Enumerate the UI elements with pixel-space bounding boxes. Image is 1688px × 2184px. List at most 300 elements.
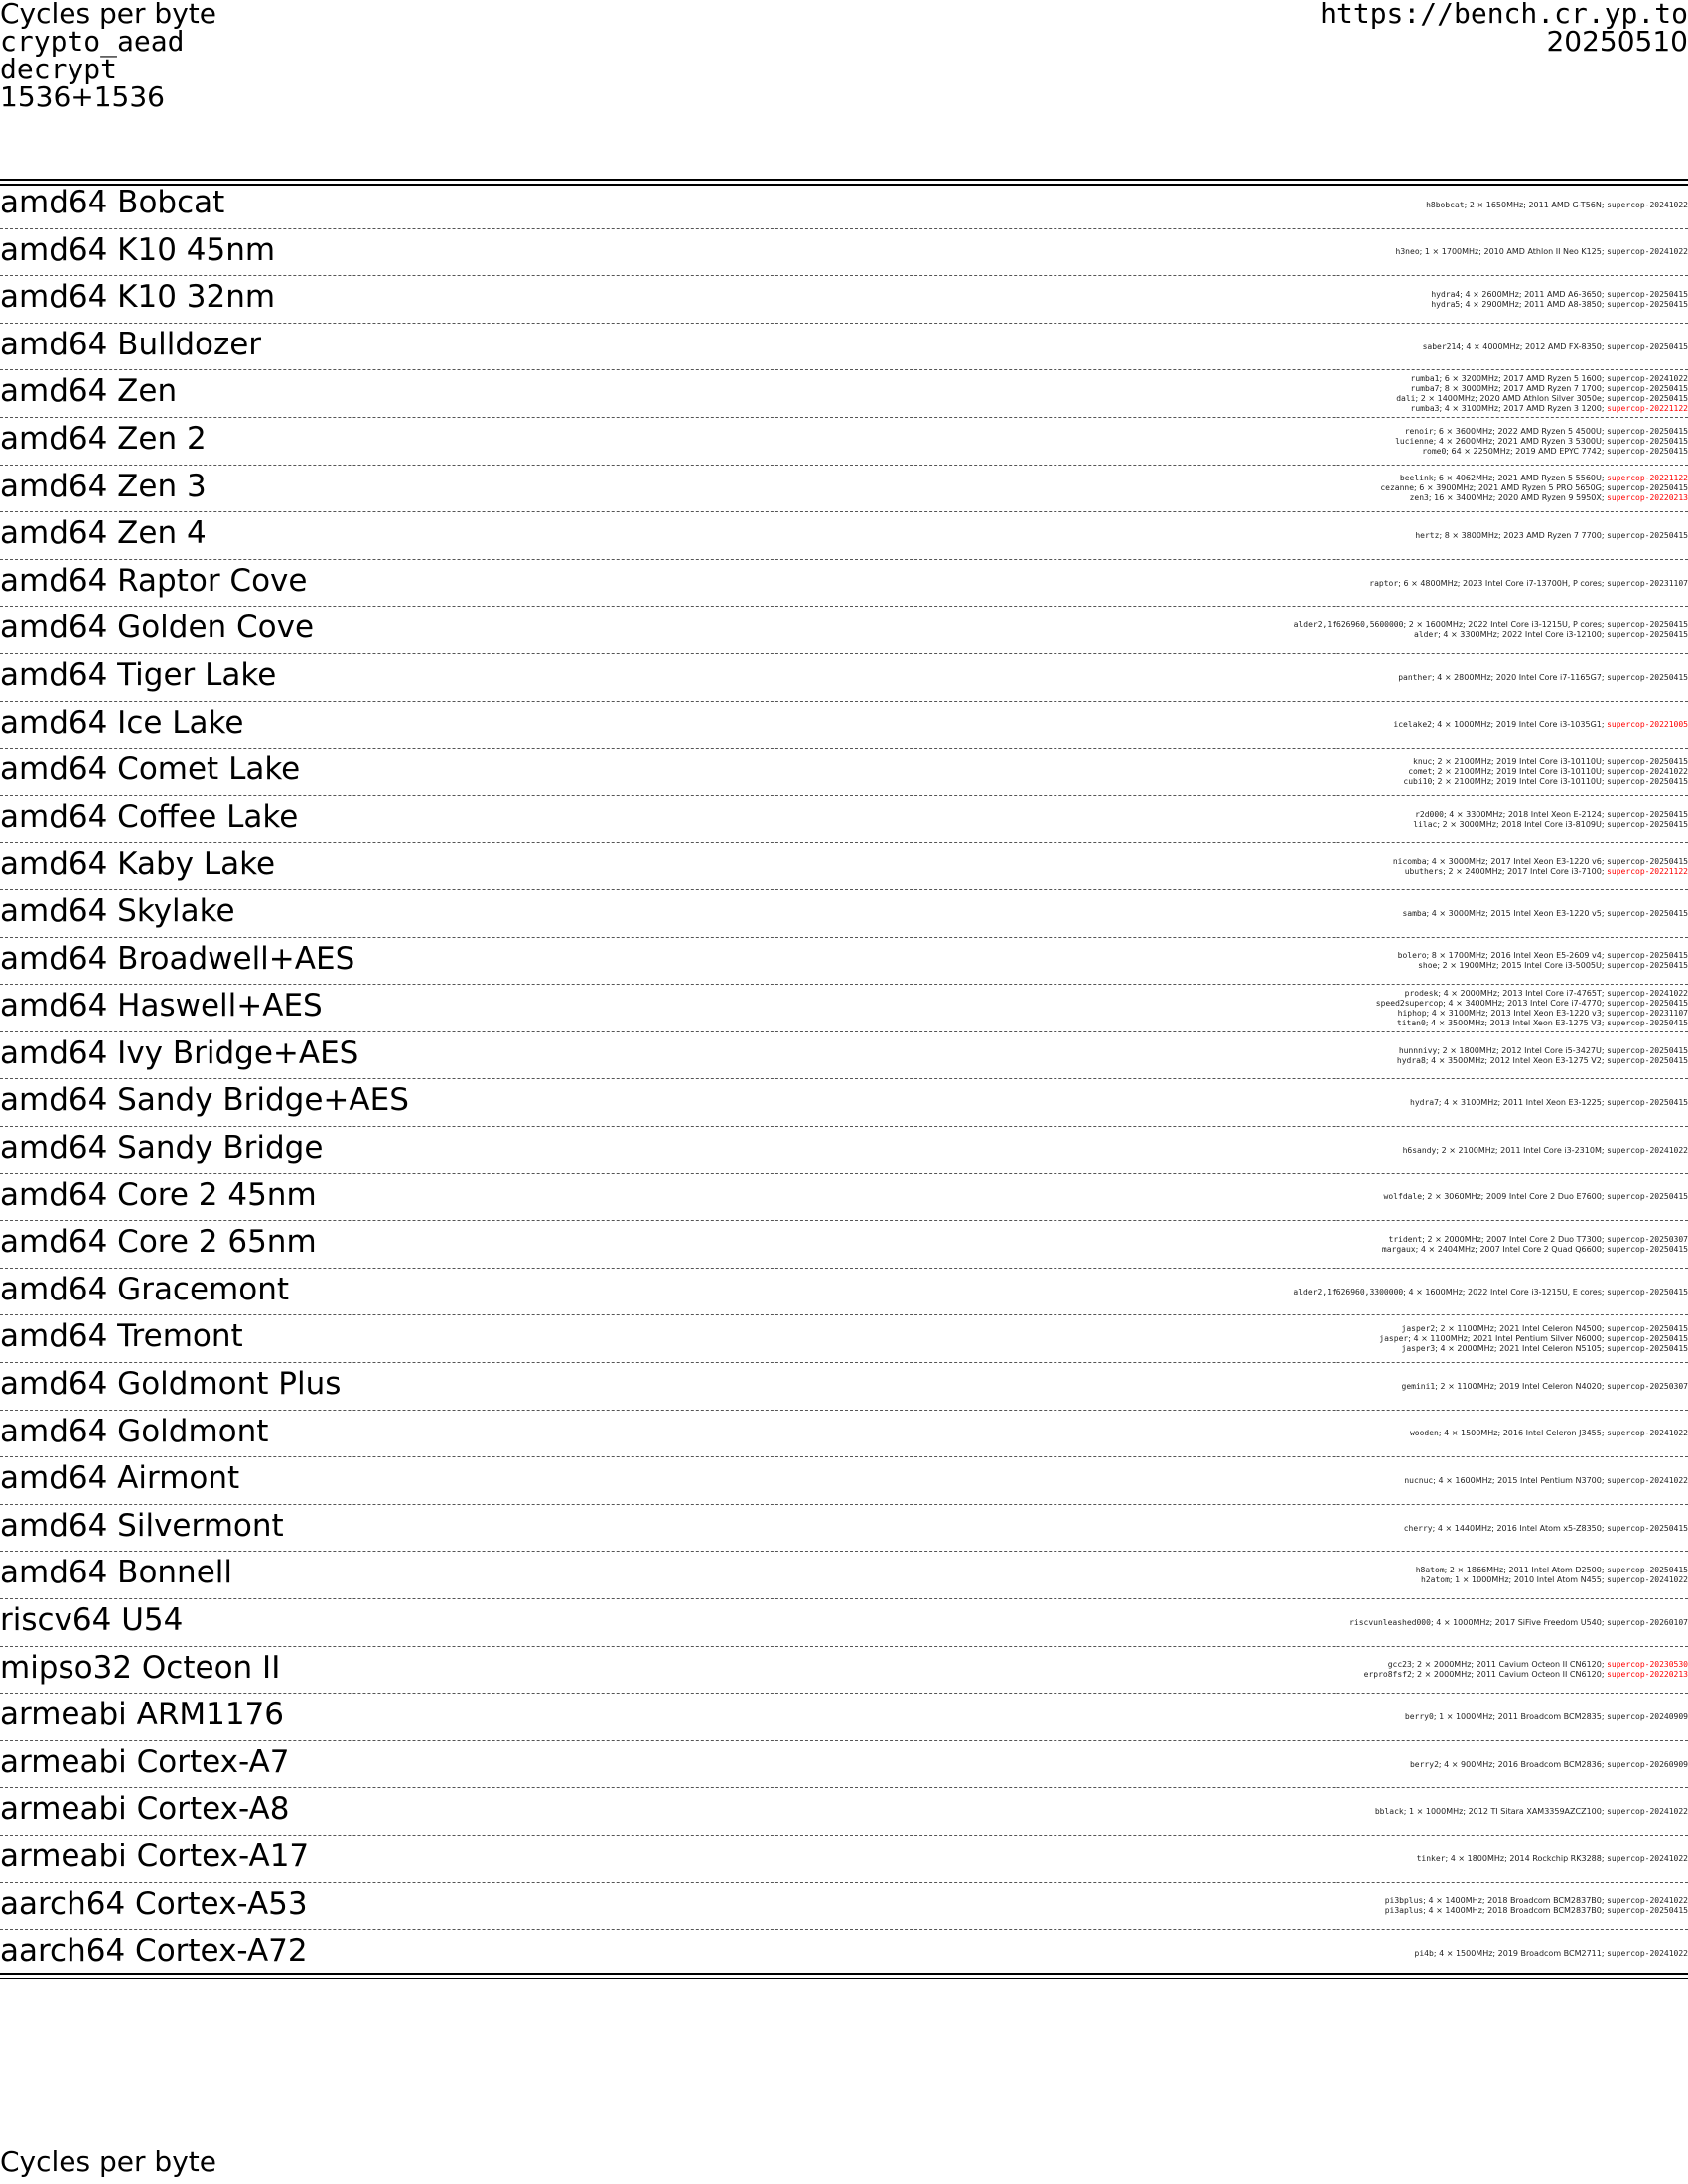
machine-list — [1384, 1174, 1688, 1222]
machine-list — [1404, 1457, 1688, 1505]
machine-description: 4 × 1800MHz; 2014 Rockchip RK3288 — [1450, 1853, 1602, 1863]
machine-host: rumba7 — [1410, 384, 1440, 394]
machine-host: lucienne — [1395, 436, 1434, 446]
supercop-version: supercop-20250415 — [1607, 436, 1688, 446]
separator: ; — [1435, 1344, 1441, 1354]
separator: ; — [1425, 1018, 1432, 1027]
microarchitecture-label: amd64 Zen 3 — [0, 468, 207, 504]
machine-description: 4 × 2000MHz; 2021 Intel Celeron N5105 — [1440, 1344, 1602, 1354]
separator: ; — [1431, 672, 1438, 682]
separator: ; — [1601, 374, 1608, 384]
separator: ; — [1439, 404, 1445, 414]
machine-host: bblack — [1374, 1807, 1404, 1817]
separator: ; — [1601, 1896, 1608, 1906]
separator: ; — [1601, 1948, 1608, 1958]
machine-list — [1364, 1647, 1688, 1695]
machine-host: cezanne — [1380, 483, 1415, 493]
supercop-version: supercop-20250415 — [1607, 426, 1688, 436]
machine-host: nicomba — [1392, 857, 1427, 867]
separator: ; — [1601, 1711, 1608, 1721]
separator: ; — [1601, 961, 1608, 971]
machine-host: cherry — [1403, 1523, 1433, 1533]
supercop-version: supercop-20240909 — [1607, 1711, 1688, 1721]
supercop-version: supercop-20250415 — [1607, 384, 1688, 394]
supercop-version: supercop-20231107 — [1607, 1008, 1688, 1018]
machine-entry[interactable] — [1431, 300, 1688, 310]
separator: ; — [1461, 341, 1467, 351]
microarchitecture-label: amd64 Ivy Bridge+AES — [0, 1034, 359, 1071]
machine-entry[interactable] — [1393, 857, 1688, 867]
machine-description: 2 × 2000MHz; 2011 Cavium Octeon II CN6120 — [1417, 1670, 1602, 1680]
machine-description: 4 × 3100MHz; 2011 Intel Xeon E3-1225 — [1444, 1098, 1602, 1108]
machine-entry[interactable] — [1405, 1712, 1688, 1722]
machine-entry[interactable] — [1400, 474, 1688, 483]
machine-entry[interactable] — [1293, 1288, 1688, 1297]
machine-description: 2 × 1400MHz; 2020 AMD Athlon Silver 3050e — [1420, 394, 1602, 404]
machine-host: gemini1 — [1401, 1381, 1436, 1391]
machine-description: 4 × 1600MHz; 2015 Intel Pentium N3700 — [1438, 1475, 1602, 1485]
machine-host: pi4b — [1414, 1948, 1434, 1958]
separator: ; — [1426, 1008, 1432, 1018]
machine-entry[interactable] — [1397, 1056, 1688, 1066]
microarchitecture-label: armeabi Cortex-A7 — [0, 1743, 290, 1780]
microarchitecture-label: armeabi Cortex-A8 — [0, 1791, 290, 1828]
separator: ; — [1601, 1523, 1608, 1533]
machine-description: 4 × 2600MHz; 2011 AMD A6-3650 — [1465, 289, 1602, 299]
machine-entry[interactable] — [1379, 1334, 1688, 1344]
separator: ; — [1601, 1055, 1608, 1065]
machine-entry[interactable] — [1294, 620, 1688, 630]
table-top-rule — [0, 179, 1688, 181]
machine-host: panther — [1398, 672, 1432, 682]
machine-host: icelake2 — [1393, 720, 1432, 730]
microarchitecture-label: amd64 Core 2 45nm — [0, 1176, 317, 1213]
machine-description: 16 × 3400MHz; 2020 AMD Ryzen 9 5950X — [1434, 493, 1602, 503]
machine-entry[interactable] — [1375, 1807, 1688, 1817]
machine-entry[interactable] — [1431, 290, 1688, 300]
machine-entry[interactable] — [1396, 247, 1688, 257]
microarchitecture-label: aarch64 Cortex-A53 — [0, 1885, 308, 1922]
separator: ; — [1601, 1145, 1608, 1155]
machine-description: 4 × 3000MHz; 2015 Intel Xeon E3-1220 v5 — [1431, 908, 1602, 918]
machine-host: ubuthers — [1404, 867, 1444, 877]
machine-description: 8 × 3000MHz; 2017 AMD Ryzen 7 1700 — [1444, 384, 1602, 394]
machine-entry[interactable] — [1393, 720, 1688, 730]
machine-description: 4 × 3500MHz; 2012 Intel Xeon E3-1275 V2 — [1431, 1055, 1602, 1065]
machine-entry[interactable] — [1369, 579, 1688, 589]
microarchitecture-label: amd64 Tiger Lake — [0, 657, 277, 693]
microarchitecture-label: amd64 Tremont — [0, 1318, 243, 1355]
supercop-version: supercop-20250415 — [1607, 857, 1688, 867]
table-row — [0, 1647, 1688, 1695]
machine-host: pi3bplus — [1384, 1896, 1424, 1906]
separator: ; — [1436, 1145, 1442, 1155]
separator: ; — [1432, 766, 1438, 776]
machine-entry[interactable] — [1411, 384, 1688, 394]
machine-list — [1382, 1221, 1688, 1269]
supercop-version: supercop-20241022 — [1607, 1429, 1688, 1438]
separator: ; — [1446, 446, 1452, 456]
table-row — [0, 749, 1688, 796]
machine-entry[interactable] — [1398, 1009, 1688, 1019]
separator: ; — [1601, 1244, 1608, 1254]
machine-description: 2 × 1100MHz; 2019 Intel Celeron N4020 — [1440, 1381, 1602, 1391]
separator: ; — [1428, 493, 1435, 503]
machine-entry[interactable] — [1388, 1660, 1688, 1670]
machine-host: wolfdale — [1383, 1192, 1423, 1202]
machine-entry[interactable] — [1405, 427, 1688, 437]
separator: ; — [1601, 1287, 1608, 1297]
separator: ; — [1433, 1948, 1440, 1958]
machine-description: 4 × 1400MHz; 2018 Broadcom BCM2837B0 — [1428, 1906, 1602, 1916]
microarchitecture-label: armeabi ARM1176 — [0, 1697, 284, 1733]
machine-entry[interactable] — [1414, 630, 1688, 640]
separator: ; — [1438, 1098, 1445, 1108]
table-row — [0, 1457, 1688, 1505]
machine-host: erpro8fsf2 — [1363, 1670, 1412, 1680]
machine-description: 2 × 1866MHz; 2011 Intel Atom D2500 — [1449, 1566, 1602, 1575]
machine-description: 6 × 3900MHz; 2021 AMD Ryzen 5 PRO 5650G — [1419, 483, 1602, 493]
separator: ; — [1460, 289, 1466, 299]
machine-description: 1 × 1000MHz; 2010 Intel Atom N455 — [1455, 1575, 1602, 1585]
machine-entry[interactable] — [1410, 1760, 1688, 1770]
separator: ; — [1426, 857, 1432, 867]
separator: ; — [1601, 436, 1608, 446]
microarchitecture-label: amd64 Skylake — [0, 893, 235, 929]
separator: ; — [1414, 483, 1420, 493]
separator: ; — [1423, 1906, 1429, 1916]
microarchitecture-label: amd64 Bobcat — [0, 185, 225, 220]
supercop-version: supercop-20250415 — [1607, 908, 1688, 918]
machine-host: knuc — [1413, 756, 1433, 766]
machine-host: renoir — [1404, 426, 1434, 436]
machine-host: trident — [1388, 1234, 1423, 1244]
microarchitecture-label: amd64 Coffee Lake — [0, 798, 299, 835]
machine-entry[interactable] — [1380, 483, 1688, 493]
machine-entry[interactable] — [1421, 1575, 1688, 1585]
separator: ; — [1601, 426, 1608, 436]
machine-list — [1413, 796, 1688, 844]
microarchitecture-label: amd64 Kaby Lake — [0, 846, 276, 883]
table-row — [0, 843, 1688, 890]
machine-description: 8 × 1700MHz; 2016 Intel Xeon E5-2609 v4 — [1431, 951, 1602, 961]
supercop-version: supercop-20221005 — [1607, 720, 1688, 730]
microarchitecture-label: amd64 Golden Cove — [0, 610, 315, 646]
supercop-version: supercop-20250415 — [1607, 394, 1688, 404]
separator: ; — [1601, 1344, 1608, 1354]
supercop-version: supercop-20241022 — [1607, 1896, 1688, 1906]
separator: ; — [1601, 1324, 1608, 1334]
machine-entry[interactable] — [1402, 1382, 1688, 1392]
supercop-version: supercop-20250415 — [1607, 1287, 1688, 1297]
separator: ; — [1422, 1234, 1428, 1244]
machine-host: hertz — [1415, 530, 1440, 540]
machine-entry[interactable] — [1410, 1429, 1688, 1438]
machine-host: margaux — [1381, 1244, 1416, 1254]
machine-entry[interactable] — [1405, 989, 1688, 999]
machine-list — [1349, 1599, 1688, 1647]
separator: ; — [1601, 404, 1608, 414]
machine-entry[interactable] — [1408, 767, 1688, 777]
machine-entry[interactable] — [1376, 999, 1688, 1009]
machine-entry[interactable] — [1399, 1046, 1688, 1056]
table-bottom-rule — [0, 1973, 1688, 1975]
machine-list — [1375, 1788, 1688, 1836]
separator: ; — [1601, 1807, 1608, 1817]
machine-entry[interactable] — [1410, 493, 1688, 503]
supercop-version: supercop-20250415 — [1607, 672, 1688, 682]
microarchitecture-label: amd64 Goldmont — [0, 1413, 269, 1449]
table-row — [0, 1079, 1688, 1127]
separator: ; — [1601, 1617, 1608, 1627]
machine-entry[interactable] — [1396, 394, 1688, 404]
table-row — [0, 796, 1688, 844]
machine-entry[interactable] — [1403, 777, 1688, 787]
separator: ; — [1437, 1045, 1443, 1055]
separator: ; — [1445, 1853, 1451, 1863]
machine-host: dali — [1396, 394, 1416, 404]
separator: ; — [1419, 247, 1425, 257]
machine-list — [1410, 1741, 1688, 1789]
supercop-version: supercop-20241022 — [1607, 200, 1688, 209]
separator: ; — [1438, 1429, 1445, 1438]
separator: ; — [1601, 988, 1608, 998]
supercop-version: supercop-20250415 — [1607, 1055, 1688, 1065]
supercop-version: supercop-20241022 — [1607, 1475, 1688, 1485]
machine-description: 4 × 1100MHz; 2021 Intel Pentium Silver N6000 — [1413, 1334, 1602, 1344]
machine-entry[interactable] — [1382, 1245, 1688, 1255]
machine-entry[interactable] — [1415, 531, 1688, 541]
table-row — [0, 1032, 1688, 1080]
supercop-version: supercop-20250415 — [1607, 1192, 1688, 1202]
supercop-version: supercop-20241022 — [1607, 1948, 1688, 1958]
machine-description: 4 × 1500MHz; 2016 Intel Celeron J3455 — [1444, 1429, 1602, 1438]
supercop-version: supercop-20241022 — [1607, 1807, 1688, 1817]
machine-list — [1396, 229, 1688, 277]
machine-host: hydra5 — [1431, 299, 1461, 309]
separator: ; — [1443, 867, 1449, 877]
machine-host: lilac — [1413, 819, 1438, 829]
supercop-version: supercop-20250415 — [1607, 776, 1688, 786]
machine-host: shoe — [1418, 961, 1438, 971]
separator: ; — [1411, 1670, 1418, 1680]
machine-description: 2 × 1650MHz; 2011 AMD G-T56N — [1469, 200, 1602, 209]
microarchitecture-label: amd64 Gracemont — [0, 1271, 290, 1307]
machine-entry[interactable] — [1411, 374, 1688, 384]
machine-entry[interactable] — [1413, 757, 1688, 767]
machine-entry[interactable] — [1385, 1906, 1688, 1916]
supercop-version: supercop-20221122 — [1607, 474, 1688, 483]
separator: ; — [1601, 341, 1608, 351]
site-link[interactable]: https://bench.cr.yp.to — [1320, 0, 1688, 30]
table-row — [0, 1269, 1688, 1316]
separator: ; — [1601, 1234, 1608, 1244]
separator: ; — [1601, 630, 1608, 640]
separator: ; — [1601, 474, 1608, 483]
separator: ; — [1601, 1045, 1608, 1055]
machine-host: tinker — [1416, 1853, 1446, 1863]
supercop-version: supercop-20220213 — [1607, 1670, 1688, 1680]
machine-description: 4 × 1600MHz; 2022 Intel Core i3-1215U, E cores — [1408, 1287, 1602, 1297]
machine-entry[interactable] — [1349, 1618, 1688, 1628]
supercop-version: supercop-20250415 — [1607, 1098, 1688, 1108]
separator: ; — [1433, 1711, 1440, 1721]
supercop-version: supercop-20250307 — [1607, 1234, 1688, 1244]
machine-host: rumba1 — [1410, 374, 1440, 384]
machine-host: raptor — [1369, 578, 1399, 588]
table-row — [0, 1363, 1688, 1411]
machine-entry[interactable] — [1403, 1146, 1688, 1156]
supercop-version: supercop-20230530 — [1607, 1660, 1688, 1670]
machine-host: alder2,1f626960,5600000 — [1293, 620, 1404, 630]
separator: ; — [1415, 394, 1421, 404]
microarchitecture-label: amd64 Bulldozer — [0, 326, 262, 362]
machine-entry[interactable] — [1398, 673, 1688, 683]
separator: ; — [1601, 908, 1608, 918]
separator: ; — [1423, 1896, 1429, 1906]
supercop-version: supercop-20250415 — [1607, 446, 1688, 456]
separator: ; — [1601, 1334, 1608, 1344]
microarchitecture-label: aarch64 Cortex-A72 — [0, 1933, 308, 1970]
separator: ; — [1601, 247, 1608, 257]
table-row — [0, 1788, 1688, 1836]
microarchitecture-label: mipso32 Octeon II — [0, 1649, 281, 1686]
separator: ; — [1438, 630, 1444, 640]
table-row — [0, 607, 1688, 654]
table-row — [0, 938, 1688, 986]
separator: ; — [1432, 756, 1438, 766]
supercop-version: supercop-20250415 — [1607, 620, 1688, 630]
separator: ; — [1398, 578, 1404, 588]
separator: ; — [1601, 1475, 1608, 1485]
machine-list — [1417, 1836, 1688, 1883]
machine-entry[interactable] — [1418, 961, 1688, 971]
machine-host: alder — [1414, 630, 1439, 640]
separator: ; — [1601, 1759, 1608, 1769]
microarchitecture-label: amd64 Airmont — [0, 1460, 240, 1497]
separator: ; — [1433, 426, 1439, 436]
machine-description: 1 × 1000MHz; 2012 TI Sitara XAM3359AZCZ100 — [1408, 1807, 1602, 1817]
supercop-version: supercop-20250415 — [1607, 961, 1688, 971]
machine-host: rome0 — [1422, 446, 1447, 456]
separator: ; — [1438, 1759, 1445, 1769]
machine-entry[interactable] — [1397, 1019, 1688, 1028]
machine-entry[interactable] — [1389, 1235, 1688, 1245]
machine-description: 4 × 1500MHz; 2019 Broadcom BCM2711 — [1439, 1948, 1602, 1958]
machine-entry[interactable] — [1422, 447, 1688, 457]
table-row — [0, 1836, 1688, 1883]
machine-description: 6 × 4800MHz; 2023 Intel Core i7-13700H, P cores — [1403, 578, 1602, 588]
supercop-version: supercop-20221122 — [1607, 867, 1688, 877]
machine-host: bolero — [1397, 951, 1427, 961]
separator: ; — [1601, 1853, 1608, 1863]
machine-list — [1398, 938, 1688, 986]
separator: ; — [1601, 819, 1608, 829]
machine-description: 2 × 2000MHz; 2011 Cavium Octeon II CN6120 — [1417, 1660, 1602, 1670]
table-row — [0, 276, 1688, 324]
machine-host: comet — [1408, 766, 1433, 776]
machine-entry[interactable] — [1398, 951, 1688, 961]
machine-entry[interactable] — [1404, 1524, 1688, 1534]
machine-entry[interactable] — [1404, 1476, 1688, 1486]
machine-entry[interactable] — [1385, 1896, 1688, 1906]
supercop-version: supercop-20250415 — [1607, 1244, 1688, 1254]
separator: ; — [1464, 200, 1470, 209]
machine-description: 2 × 2100MHz; 2019 Intel Core i3-10110U — [1437, 766, 1602, 776]
machine-list — [1397, 1032, 1688, 1080]
table-row — [0, 1505, 1688, 1553]
machine-description: 4 × 900MHz; 2016 Broadcom BCM2836 — [1444, 1759, 1602, 1769]
separator: ; — [1601, 1381, 1608, 1391]
separator: ; — [1444, 1566, 1450, 1575]
separator: ; — [1601, 857, 1608, 867]
machine-list — [1416, 1552, 1688, 1599]
machine-list — [1410, 1079, 1688, 1127]
machine-entry[interactable] — [1415, 810, 1688, 820]
separator: ; — [1444, 809, 1450, 819]
machine-host: h8atom — [1415, 1566, 1445, 1575]
machine-description: 4 × 1000MHz; 2017 SiFive Freedom U540 — [1436, 1617, 1602, 1627]
machine-entry[interactable] — [1426, 201, 1688, 210]
microarchitecture-label: amd64 Sandy Bridge+AES — [0, 1082, 409, 1119]
machine-host: samba — [1402, 908, 1427, 918]
machine-description: 8 × 3800MHz; 2023 AMD Ryzen 7 7700 — [1444, 530, 1602, 540]
machine-entry[interactable] — [1402, 1344, 1688, 1354]
table-row — [0, 1127, 1688, 1174]
separator: ; — [1449, 1575, 1456, 1585]
machine-host: h6sandy — [1402, 1145, 1437, 1155]
separator: ; — [1601, 1660, 1608, 1670]
supercop-version: supercop-20260107 — [1607, 1617, 1688, 1627]
separator: ; — [1403, 1287, 1409, 1297]
machine-host: saber214 — [1422, 341, 1462, 351]
supercop-version: supercop-20241022 — [1607, 247, 1688, 257]
separator: ; — [1601, 1018, 1608, 1027]
machine-entry[interactable] — [1413, 820, 1688, 830]
machine-entry[interactable] — [1402, 909, 1688, 919]
machine-entry[interactable] — [1405, 867, 1688, 877]
machine-entry[interactable] — [1395, 437, 1688, 447]
machine-entry[interactable] — [1364, 1670, 1688, 1680]
machine-host: rumba3 — [1410, 404, 1440, 414]
machine-entry[interactable] — [1423, 342, 1688, 352]
supercop-version: supercop-20250415 — [1607, 1566, 1688, 1575]
machine-entry[interactable] — [1415, 1949, 1688, 1959]
separator: ; — [1601, 530, 1608, 540]
machine-description: 2 × 1100MHz; 2021 Intel Celeron N4500 — [1440, 1324, 1602, 1334]
supercop-version: supercop-20241022 — [1607, 766, 1688, 776]
machine-description: 4 × 3300MHz; 2022 Intel Core i3-12100 — [1443, 630, 1602, 640]
machine-entry[interactable] — [1410, 1098, 1688, 1108]
machine-list — [1379, 1315, 1688, 1363]
machine-host: hydra8 — [1396, 1055, 1426, 1065]
separator: ; — [1601, 289, 1608, 299]
machine-entry[interactable] — [1416, 1566, 1688, 1575]
machine-entry[interactable] — [1417, 1854, 1688, 1864]
separator: ; — [1432, 1523, 1438, 1533]
supercop-version: supercop-20250415 — [1607, 809, 1688, 819]
machine-entry[interactable] — [1384, 1192, 1688, 1202]
separator: ; — [1415, 1244, 1421, 1254]
separator: ; — [1601, 809, 1608, 819]
machine-description: 4 × 2600MHz; 2021 AMD Ryzen 3 5300U — [1438, 436, 1602, 446]
separator: ; — [1433, 436, 1439, 446]
machine-entry[interactable] — [1402, 1324, 1688, 1334]
machine-entry[interactable] — [1411, 404, 1688, 414]
table-row — [0, 512, 1688, 560]
supercop-version: supercop-20250415 — [1607, 1523, 1688, 1533]
machine-description: 64 × 2250MHz; 2019 AMD EPYC 7742 — [1451, 446, 1602, 456]
